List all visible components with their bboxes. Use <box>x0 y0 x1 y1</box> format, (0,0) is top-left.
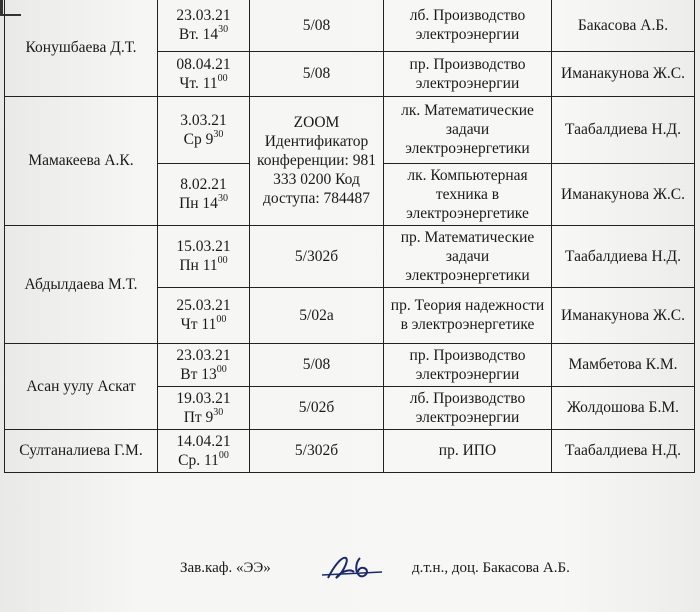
minutes: 30 <box>218 24 229 36</box>
teacher-cell: Иманакунова Ж.С. <box>552 163 695 225</box>
subject-cell: пр. Производство электроэнергии <box>384 343 552 386</box>
teacher-cell: Мамбетова К.М. <box>552 343 695 386</box>
table-row <box>5 96 695 163</box>
minutes: 30 <box>217 193 228 204</box>
date: 8.02.21 <box>180 176 227 193</box>
minutes: 00 <box>216 363 227 375</box>
date: 19.03.21 <box>176 389 231 407</box>
date-time-cell <box>158 225 250 287</box>
table-row <box>5 429 695 472</box>
room-cell: 5/302б <box>250 225 384 287</box>
date: 15.03.21 <box>176 238 231 255</box>
table-row <box>5 225 695 287</box>
date-time-cell <box>158 287 250 343</box>
teacher-cell: Таабалдиева Н.Д. <box>552 225 695 287</box>
student-name: Султаналиева Г.М. <box>5 429 158 472</box>
subject-cell: пр. ИПО <box>384 429 552 472</box>
subject-cell: лк. Математические задачи электроэнергетики <box>384 96 552 163</box>
day-time: Пн 14 <box>179 195 218 212</box>
teacher-cell: Таабалдиева Н.Д. <box>552 96 695 163</box>
minutes: 00 <box>218 449 229 461</box>
subject-cell: лб. Производство электроэнергии <box>384 0 552 51</box>
subject-cell: пр. Производство электроэнергии <box>384 51 552 96</box>
date-time-cell <box>158 429 250 472</box>
day-time: Чт 11 <box>180 316 217 333</box>
department-head-name: д.т.н., доц. Бакасова А.Б. <box>412 560 570 576</box>
room-cell: 5/302б <box>250 429 384 472</box>
schedule-table <box>4 0 695 473</box>
table-row <box>5 343 695 386</box>
table-row <box>5 0 695 51</box>
date-time-cell <box>158 386 250 429</box>
subject-cell: пр. Математические задачи электроэнергетики <box>384 225 552 287</box>
date: 25.03.21 <box>176 297 231 314</box>
subject-cell: лб. Производство электроэнергии <box>384 386 552 429</box>
date: 23.03.21 <box>176 346 231 364</box>
date: 3.03.21 <box>180 111 227 129</box>
minutes: 00 <box>217 255 228 266</box>
student-name: Асан уулу Аскат <box>5 343 158 429</box>
zoom-info-cell: ZOOM Идентификатор конференции: 981 333 0200 Код доступа: 784487 <box>250 96 384 225</box>
day-time: Вт. 14 <box>178 26 219 44</box>
day-time: Чт. 11 <box>179 74 218 92</box>
student-name: Мамакеева А.К. <box>5 96 158 225</box>
teacher-cell: Иманакунова Ж.С. <box>552 51 695 96</box>
minutes: 00 <box>217 72 228 84</box>
date-time-cell <box>158 51 250 96</box>
room-cell: 5/08 <box>250 51 384 96</box>
room-cell: 5/08 <box>250 343 384 386</box>
subject-cell: пр. Теория надежности в электроэнергетике <box>384 287 552 343</box>
subject-cell: лк. Компьютерная техника в электроэнергетике <box>384 163 552 225</box>
day-time: Ср. 11 <box>178 451 219 469</box>
date: 14.04.21 <box>176 432 231 450</box>
student-name: Абдылдаева М.Т. <box>5 225 158 343</box>
teacher-cell: Бакасова А.Б. <box>552 0 695 51</box>
date: 08.04.21 <box>176 55 231 73</box>
date-time-cell <box>158 0 250 51</box>
teacher-cell: Жолдошова Б.М. <box>552 386 695 429</box>
date-time-cell <box>158 163 250 225</box>
student-name: Конушбаева Д.Т. <box>5 0 158 96</box>
date-time-cell <box>158 343 250 386</box>
day-time: Пт 9 <box>183 408 214 426</box>
department-head-title: Зав.каф. «ЭЭ» <box>180 560 271 576</box>
teacher-cell: Иманакунова Ж.С. <box>552 287 695 343</box>
date: 23.03.21 <box>176 7 231 25</box>
minutes: 00 <box>216 314 227 325</box>
room-cell: 5/02б <box>250 386 384 429</box>
day-time: Ср 9 <box>183 130 214 148</box>
day-time: Пн 11 <box>179 257 218 274</box>
teacher-cell: Таабалдиева Н.Д. <box>552 429 695 472</box>
room-cell: 5/08 <box>250 0 384 51</box>
minutes: 30 <box>213 128 224 140</box>
room-cell: 5/02а <box>250 287 384 343</box>
date-time-cell <box>158 96 250 163</box>
signature <box>320 548 388 588</box>
day-time: Вт 13 <box>180 365 217 383</box>
minutes: 30 <box>213 406 224 418</box>
